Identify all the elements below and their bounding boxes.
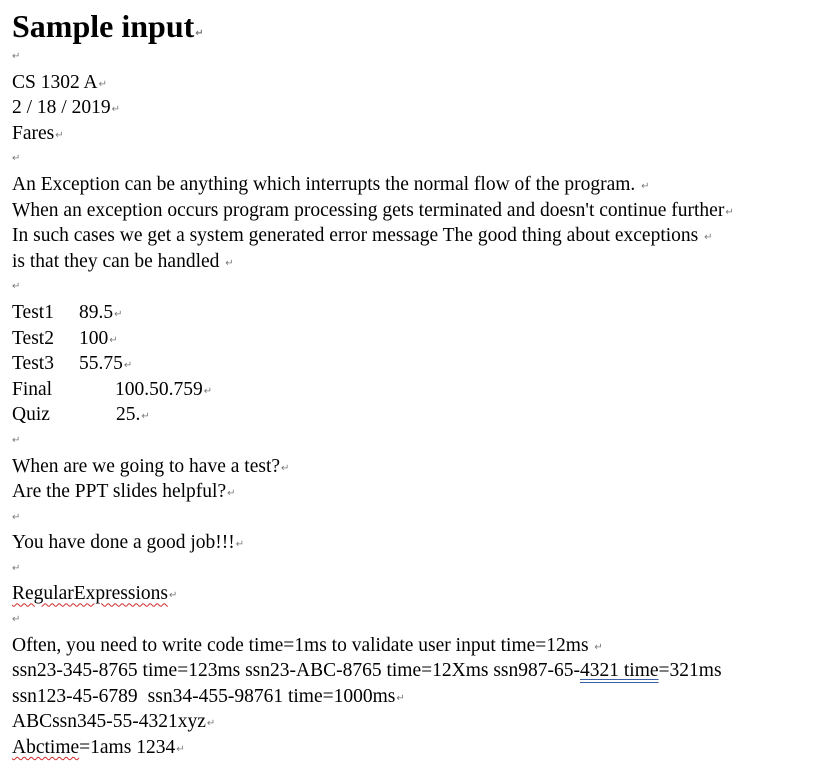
- score-value: 100: [79, 327, 109, 349]
- name-text: Fares: [12, 122, 55, 144]
- empty-paragraph: [12, 556, 837, 582]
- regex-heading-line: [12, 581, 837, 607]
- page-title: [12, 8, 837, 44]
- paragraph-mark-icon: ↵: [12, 281, 21, 293]
- paragraph-mark-icon: ↵: [206, 718, 216, 730]
- regex-text: ABCssn345-55-4321xyz: [12, 711, 206, 733]
- score-row: [12, 351, 837, 377]
- paragraph-mark-icon: ↵: [109, 334, 118, 346]
- score-value: 89.5: [79, 301, 114, 323]
- paragraph-text: is that they can be handled: [12, 250, 225, 272]
- score-label: Quiz: [12, 404, 50, 426]
- score-row: [12, 402, 837, 428]
- score-value: 25.: [116, 404, 141, 426]
- date-text: 2 / 18 / 2019: [12, 97, 111, 119]
- regex-line: [12, 658, 837, 684]
- paragraph-text: In such cases we get a system generated error message The good thing about exceptions: [12, 225, 704, 247]
- regex-line: [12, 735, 837, 761]
- paragraph-mark-icon: ↵: [123, 360, 133, 372]
- score-row: [12, 326, 837, 352]
- score-label: Test2: [12, 327, 54, 349]
- paragraph-mark-icon: ↵: [12, 511, 21, 523]
- question-text: Are the PPT slides helpful?: [12, 481, 227, 503]
- paragraph-mark-icon: ↵: [168, 590, 178, 602]
- score-row: [12, 300, 837, 326]
- name-line: [12, 121, 837, 147]
- paragraph-mark-icon: ↵: [235, 539, 245, 551]
- regex-text: ssn123-45-6789: [12, 685, 138, 707]
- regex-line: [12, 684, 837, 710]
- paragraph-mark-icon: ↵: [396, 692, 405, 704]
- regex-text: =321ms: [658, 660, 722, 682]
- date-line: [12, 95, 837, 121]
- regex-text: ssn34-455-98761 time=1000ms: [147, 685, 396, 707]
- paragraph-text: When an exception occurs program processing gets terminated and doesn't continue further: [12, 199, 725, 221]
- spelling-error-word[interactable]: RegularExpressions: [12, 583, 168, 605]
- regex-text: =1ams 1234: [79, 737, 176, 759]
- paragraph-line: [12, 172, 837, 198]
- paragraph-mark-icon: ↵: [111, 104, 120, 116]
- course-line: [12, 70, 837, 96]
- paragraph-mark-icon: ↵: [227, 488, 236, 500]
- praise-text: You have done a good job!!!: [12, 532, 235, 554]
- regex-text: Often, you need to write code time=1ms to validate user input time=12ms: [12, 634, 594, 656]
- paragraph-mark-icon: ↵: [594, 641, 603, 653]
- paragraph-mark-icon: ↵: [225, 257, 234, 269]
- paragraph-mark-icon: ↵: [195, 28, 204, 39]
- empty-paragraph: [12, 146, 837, 172]
- question-text: When are we going to have a test?: [12, 455, 281, 477]
- score-label: Final: [12, 378, 53, 400]
- page-title-text: Sample input: [12, 8, 195, 44]
- paragraph-mark-icon: ↵: [12, 562, 21, 574]
- score-value: 55.75: [79, 353, 123, 375]
- paragraph-mark-icon: ↵: [141, 411, 150, 423]
- paragraph-mark-icon: ↵: [176, 744, 185, 756]
- score-label: Test1: [12, 301, 54, 323]
- praise-line: [12, 530, 837, 556]
- paragraph-mark-icon: ↵: [55, 129, 64, 141]
- course-text: CS 1302 A: [12, 71, 98, 93]
- empty-paragraph: [12, 607, 837, 633]
- regex-line: [12, 709, 837, 735]
- paragraph-mark-icon: ↵: [12, 51, 21, 62]
- regex-text: ssn23-345-8765 time=123ms ssn23-ABC-8765 time=12Xms ssn987-65-: [12, 660, 580, 682]
- regex-line: [12, 633, 837, 659]
- paragraph-line: [12, 249, 837, 275]
- spelling-error-word[interactable]: Abctime: [12, 737, 80, 759]
- question-line: [12, 479, 837, 505]
- paragraph-mark-icon: ↵: [98, 78, 107, 90]
- score-value: 100.50.759: [115, 378, 203, 400]
- empty-paragraph: [12, 44, 837, 70]
- paragraph-mark-icon: ↵: [12, 434, 21, 446]
- grammar-flag-text[interactable]: 4321 time: [580, 660, 659, 682]
- paragraph-text: An Exception can be anything which interrupts the normal flow of the program.: [12, 173, 641, 195]
- empty-paragraph: [12, 505, 837, 531]
- paragraph-mark-icon: ↵: [114, 308, 123, 320]
- paragraph-mark-icon: ↵: [725, 206, 734, 218]
- paragraph-line: [12, 198, 837, 224]
- question-line: [12, 454, 837, 480]
- score-label: Test3: [12, 353, 54, 375]
- empty-paragraph: [12, 274, 837, 300]
- paragraph-mark-icon: ↵: [12, 153, 21, 165]
- paragraph-mark-icon: ↵: [12, 614, 21, 626]
- paragraph-mark-icon: ↵: [704, 232, 713, 244]
- score-row: [12, 377, 837, 403]
- paragraph-mark-icon: ↵: [641, 180, 650, 192]
- paragraph-line: [12, 223, 837, 249]
- paragraph-mark-icon: ↵: [203, 385, 213, 397]
- paragraph-mark-icon: ↵: [281, 462, 290, 474]
- empty-paragraph: [12, 428, 837, 454]
